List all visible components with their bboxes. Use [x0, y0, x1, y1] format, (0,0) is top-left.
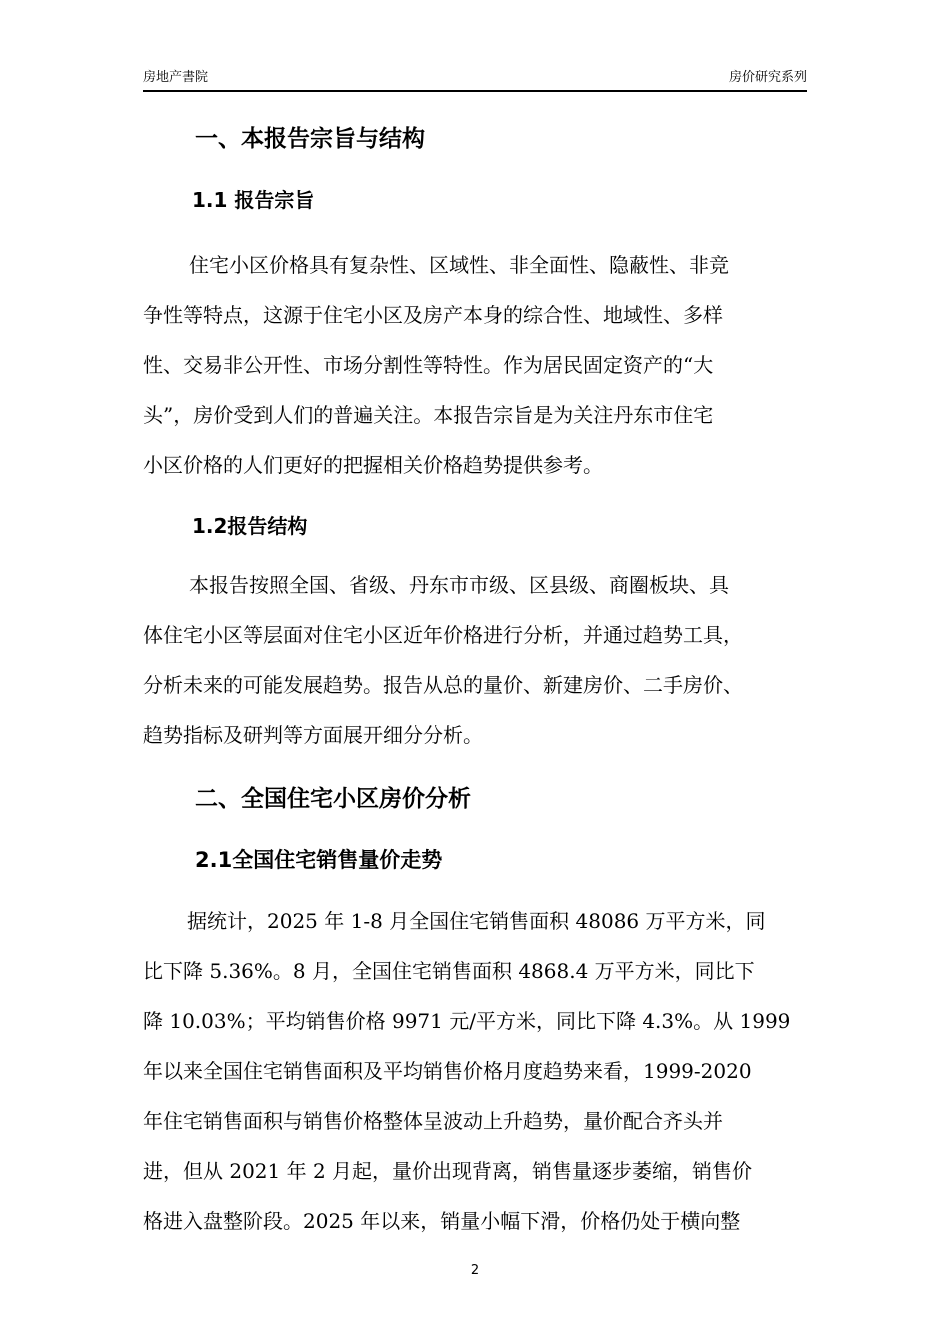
paragraph-line: 小区价格的人们更好的把握相关价格趋势提供参考。: [143, 453, 603, 477]
section-1-1-heading: 1.1 报告宗旨: [192, 188, 315, 212]
paragraph-line: 年以来全国住宅销售面积及平均销售价格月度趋势来看，1999-2020: [143, 1059, 752, 1083]
paragraph-line: 头”，房价受到人们的普遍关注。本报告宗旨是为关注丹东市住宅: [143, 403, 714, 427]
paragraph-line: 体住宅小区等层面对住宅小区近年价格进行分析，并通过趋势工具，: [143, 623, 743, 647]
paragraph-line: 比下降 5.36%。8 月，全国住宅销售面积 4868.4 万平方米，同比下: [143, 959, 755, 983]
paragraph-line: 分析未来的可能发展趋势。报告从总的量价、新建房价、二手房价、: [143, 673, 743, 697]
paragraph-line: 性、交易非公开性、市场分割性等特性。作为居民固定资产的“大: [143, 353, 714, 377]
header-publisher: 房地产書院: [143, 70, 209, 85]
paragraph-line: 趋势指标及研判等方面展开细分分析。: [143, 723, 483, 747]
paragraph-line: 争性等特点，这源于住宅小区及房产本身的综合性、地域性、多样: [143, 303, 723, 327]
paragraph-line: 年住宅销售面积与销售价格整体呈波动上升趋势，量价配合齐头并: [143, 1109, 723, 1133]
section-2-1-heading: 2.1全国住宅销售量价走势: [195, 848, 443, 872]
header-series: 房价研究系列: [728, 70, 807, 85]
paragraph-line: 本报告按照全国、省级、丹东市市级、区县级、商圈板块、具: [189, 573, 729, 597]
paragraph-line: 据统计，2025 年 1-8 月全国住宅销售面积 48086 万平方米，同: [187, 909, 766, 933]
paragraph-line: 格进入盘整阶段。2025 年以来，销量小幅下滑，价格仍处于横向整: [143, 1209, 741, 1233]
section-1-2-paragraph: [143, 560, 811, 760]
section-1-1-paragraph: [143, 240, 811, 490]
page-number: 2: [470, 1263, 480, 1278]
section-2-heading: 二、全国住宅小区房价分析: [195, 786, 471, 812]
paragraph-line: 住宅小区价格具有复杂性、区域性、非全面性、隐蔽性、非竞: [189, 253, 729, 277]
section-1-2-heading: 1.2报告结构: [192, 514, 308, 538]
paragraph-line: 进，但从 2021 年 2 月起，量价出现背离，销售量逐步萎缩，销售价: [143, 1159, 753, 1183]
section-2-1-paragraph: [143, 896, 811, 1246]
page-header: [143, 68, 807, 92]
section-1-heading: 一、本报告宗旨与结构: [195, 126, 425, 152]
paragraph-line: 降 10.03%；平均销售价格 9971 元/平方米，同比下降 4.3%。从 1999: [143, 1009, 791, 1033]
